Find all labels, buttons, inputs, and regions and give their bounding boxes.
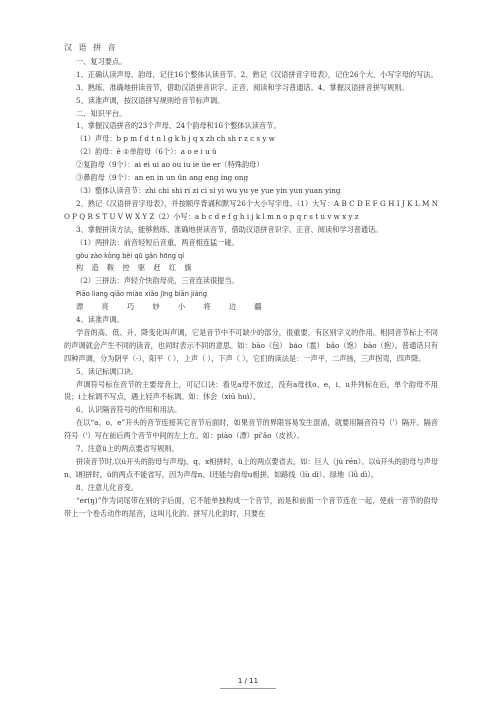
paragraph: 拼读音节时,以ü开头的韵母与声母j、q、x相拼时，ü上的两点要省去，如：巨人（jù rén）。以ü开头的韵母与声母n、l相拼时，ü的两点不能省写，因为声母n、l还能与韵母u相拼。如路线（lù dì）、绿地（lǜ dì）。: [64, 457, 438, 479]
section-heading: 4、读准声调。: [76, 315, 124, 325]
nasal-finals-list: ③鼻韵母（9个）：an en in un ün ang eng ing ong: [76, 173, 249, 183]
section-heading: 8、注意儿化音变。: [76, 482, 139, 492]
paragraph: 声调符号标在音节的主要母音上，可记口诀：看见a母不放过，没有a母找o、e，i、u并列标在后，单个韵母不用说；i上标调不写点，遇上轻声不标调。如：休会（xiū huì）。: [64, 379, 438, 402]
paragraph: （1）两拼法：前音轻短后音重，两音相连猛一碰。: [76, 237, 239, 247]
paragraph: 5、读准声调，按汉语拼写规则给音节标声调。: [76, 95, 225, 105]
footer-divider: [220, 688, 276, 689]
pinyin-example: gòu zào kòng bèi qū gǎn hōng qí: [76, 251, 185, 260]
initials-list: （1）声母：b p m f d t n l g k h j q x zh ch sh r z c s y w: [76, 134, 275, 144]
document-body: [64, 42, 438, 521]
hanzi-example: 构 造 鞍 控 驱 赶 红 旗: [76, 263, 195, 273]
section-heading: 6、认识隔音符号的作用和用法。: [76, 405, 182, 415]
pinyin-example: Piāo liang qiǎo miào xiǎo jīng biān jiàng: [76, 290, 208, 299]
alphabet-paragraph: 2、熟记《汉语拼音字母表》，并按顺序背诵和默写26个大小写字母。（1）大写：A B C D E F G H I J K L M N O P Q R S T U V W X Y Z（2）小写：a b c d e f g h i j k l m n o p q r s t u v w x y z: [64, 198, 438, 221]
finals-list: （2）韵母：ê ①单韵母（6个）：a o e i u ü: [76, 147, 217, 157]
paragraph: 在以“a、o、e”开头的音节连接其它音节后面时，如果音节的界限容易发生混淆，就要用隔音符号（'）隔开。隔音符号（'）写在前后两个音节中间的左上方。如：piào（漂）pí'ǎo（皮袄）。: [64, 418, 438, 441]
section-heading: 7、注意ü上的两点要省写规则。: [76, 444, 179, 454]
paragraph: （2）三拼法：声轻介快韵母亮，三音连读很提当。: [76, 276, 239, 286]
compound-finals-list: ②复韵母（9个）：ai ei ui ao ou iu ie üe er（特殊韵母）: [76, 160, 264, 170]
paragraph: 1、掌握汉语拼音的23个声母、24个韵母和16个整体认读音节。: [76, 121, 281, 131]
hanzi-example: 漂 亮 巧 妙 小 将 边 疆: [76, 302, 263, 312]
section-heading: 一、复习要点。: [76, 56, 127, 66]
paragraph: 学音的高、低、升、降变化叫声调，它是音节中不可缺少的部分，很重要，有区别字义的作用。相同音节标上不同的声调就会产生不同的读音，也同时表示不同的意思。如：bāo（包） báo（雹） bǎo（饱） bào（抱）。普通话只有四种声调，分为阴平（-），阳平（ ），上声（ ），下声（ ），它们的读法是：一声平，二声扬，三声拐弯，四声降。: [64, 327, 438, 363]
page-number: 1 / 11: [237, 677, 259, 685]
whole-syllables-list: （3）整体认读音节：zhi chi shi ri zi ci si yi wu yu ye yue yin yun yuan ying: [76, 185, 341, 195]
paragraph: 3、掌握拼读方法，能够熟练、准确地拼读音节，借助汉语拼音识字、正音、阅读和学习普通话。: [76, 224, 383, 234]
paragraph: 1、正确认读声母、韵母，记住16个整体认读音节。2、熟记《汉语拼音字母表》，记住26个大、小写字母的写法。: [76, 69, 438, 79]
document-title: 汉 语 拼 音: [64, 43, 118, 52]
paragraph: 3、熟练、准确地拼读音节，借助汉语拼音识字、正音、阅读和学习普通话。4、掌握汉语拼音拼写规则。: [76, 82, 409, 92]
section-heading: 二、知识平台。: [76, 108, 127, 118]
paragraph: “er(ŋ)”作为词尾带在别的字后面，它不能单独构成一个音节，而是和前面一个音节连在一起，使前一音节的韵母带上一个卷舌动作的尾音，这叫儿化韵。拼写儿化韵时，只要在: [64, 495, 438, 518]
section-heading: 5、读记标调口诀。: [76, 366, 139, 376]
